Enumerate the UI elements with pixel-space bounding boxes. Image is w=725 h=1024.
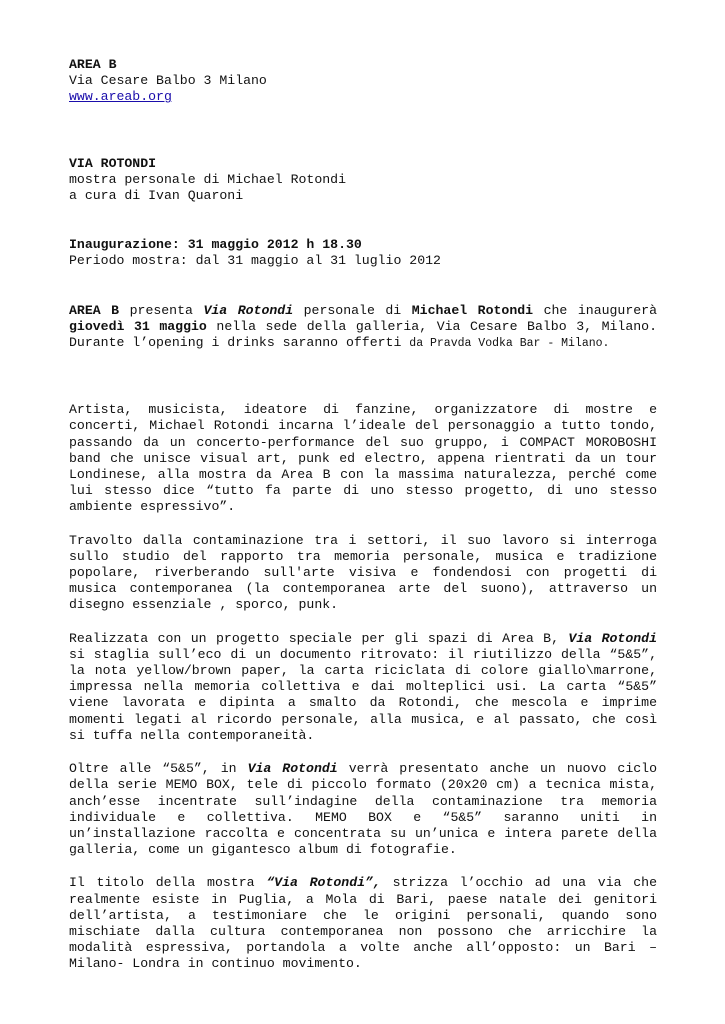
- body-paragraph-4: [69, 761, 657, 858]
- exhibition-period: Periodo mostra: dal 31 maggio al 31 luglio 2012: [69, 253, 441, 269]
- para4-text-1: Oltre alle “5&5”, in: [69, 761, 248, 777]
- para4-text-2: verrà presentato anche un nuovo ciclo della serie MEMO BOX, tele di piccolo formato (20x20 cm) a tecnica mista, anch’esse incentrate sull’indagine della contaminazione tra memoria individuale e collettiva. MEMO BOX e “5&5” saranno uniti in un’installazione raccolta e concentrata su un’unica e intera parete della galleria, come un gigantesco album di fotografie.: [69, 761, 657, 858]
- intro-date: giovedì 31 maggio: [69, 318, 207, 334]
- website-link[interactable]: www.areab.org: [69, 89, 172, 105]
- para3-text-1: Realizzata con un progetto speciale per gli spazi di Area B,: [69, 630, 569, 646]
- show-subtitle: mostra personale di Michael Rotondi: [69, 171, 346, 187]
- intro-text-3: che inaugurerà: [533, 302, 658, 318]
- para5-text-2: strizza l’occhio ad una via che realmente esiste in Puglia, a Mola di Bari, paese natale dei genitori dell’artista, a testimoniare che le origini personali, quando sono mischiate dalla cultura contemporanea non possono che arricchire la modalità espressiva, portandola a volte anche all’opposto: un Bari – Milano- Londra in continuo movimento.: [69, 875, 657, 972]
- para5-text-1: Il titolo della mostra: [69, 875, 267, 891]
- intro-artist: Michael Rotondi: [411, 302, 534, 318]
- org-name: AREA B: [69, 57, 117, 72]
- para3-text-2: si staglia sull’eco di un documento ritrovato: il riutilizzo della “5&5”, la nota yellow/brown paper, la carta riciclata di colore giallo\marrone, impressa nella memoria collettiva e dai molteplici usi. La carta “5&5” viene lavorata e dipinta a smalto da Rotondi, che mescola e imprime momenti legati al ricordo personale, alla musica, e al passato, che così si tuffa nella contemporaneità.: [69, 646, 657, 743]
- intro-sponsor: da Pravda Vodka Bar - Milano.: [409, 337, 610, 351]
- show-title: VIA ROTONDI: [69, 155, 157, 171]
- body-paragraph-3: [69, 631, 657, 744]
- opening-date: Inaugurazione: 31 maggio 2012 h 18.30: [69, 237, 362, 253]
- body-paragraph-5: [69, 875, 657, 972]
- show-curator: a cura di Ivan Quaroni: [69, 188, 244, 204]
- intro-text-4: nella sede della galleria, Via Cesare Balbo 3, Milano. Durante l’opening i drinks saranno offerti: [69, 318, 657, 351]
- org-address: Via Cesare Balbo 3 Milano: [69, 73, 267, 89]
- intro-paragraph: [69, 303, 657, 353]
- body-paragraph-2: Travolto dalla contaminazione tra i settori, il suo lavoro si interroga sullo studio del rapporto tra memoria personale, musica e tradizione popolare, riverberando sull'arte visiva e fondendosi con progetti di musica contemporanea (la contemporanea arte del suono), attraverso un disegno essenziale , sporco, punk.: [69, 532, 657, 613]
- body-paragraph-1: Artista, musicista, ideatore di fanzine, organizzatore di mostre e concerti, Michael Rotondi incarna l’ideale del personaggio a tutto tondo, passando da un concerto-performance del suo gruppo, i COMPACT MOROBOSHI band che unisce visual art, punk ed electro, appena rientrati da un tour Londinese, alla mostra da Area B con la massima naturalezza, perché come lui stesso dice “tutto fa parte di uno stesso progetto, di uno stesso ambiente espressivo”.: [69, 402, 657, 515]
- intro-text-2: personale di: [293, 302, 412, 318]
- intro-text-1: presenta: [119, 302, 204, 318]
- intro-org: AREA B: [69, 302, 120, 318]
- press-release-page: [69, 57, 657, 973]
- para5-show-title: “Via Rotondi”,: [266, 875, 381, 891]
- para3-show-title: Via Rotondi: [568, 630, 657, 646]
- intro-show-title: Via Rotondi: [203, 302, 294, 318]
- para4-show-title: Via Rotondi: [247, 761, 338, 777]
